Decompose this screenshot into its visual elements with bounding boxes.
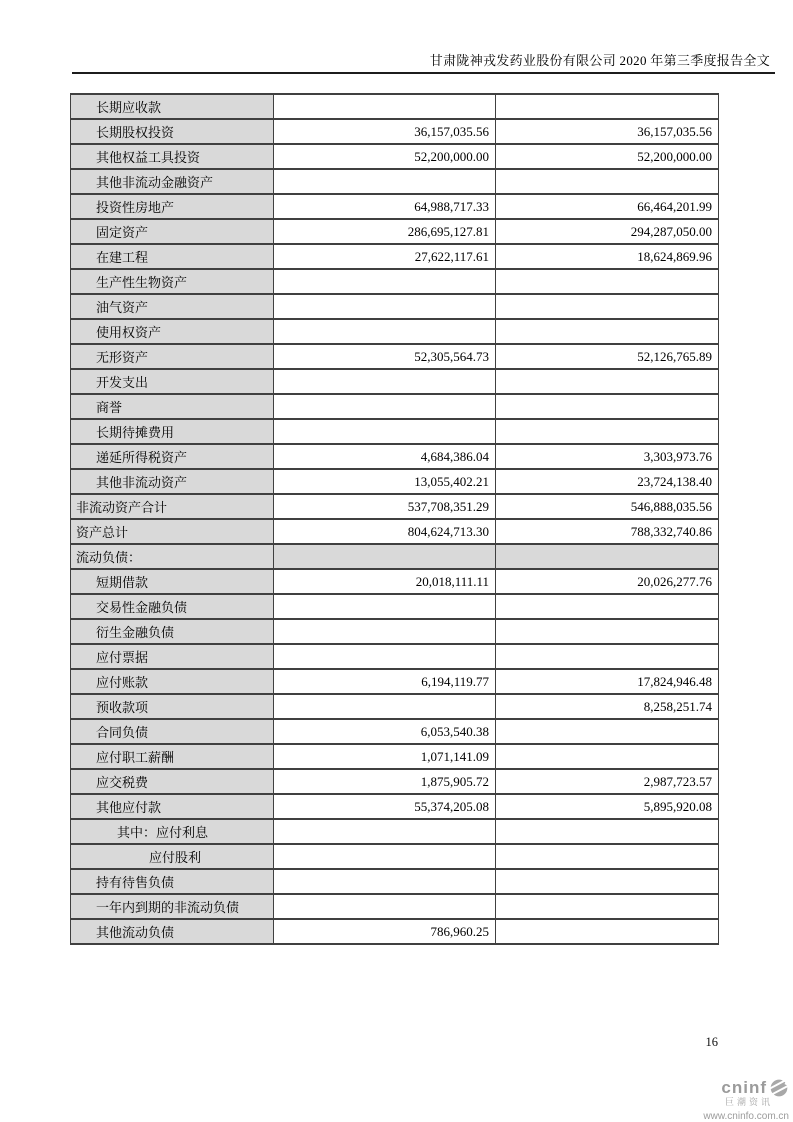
- row-value-prior-cell: 8,258,251.74: [496, 694, 719, 719]
- table-row: [71, 144, 719, 169]
- row-value-prior-cell: 294,287,050.00: [496, 219, 719, 244]
- row-label-cell: 商誉: [71, 394, 274, 419]
- row-label-cell: 应付股利: [71, 844, 274, 869]
- header-rule: [72, 72, 775, 74]
- row-value-current-cell: 6,194,119.77: [274, 669, 496, 694]
- row-value-current-cell: [274, 269, 496, 294]
- table-row: [71, 769, 719, 794]
- table-row: [71, 119, 719, 144]
- table-row: [71, 719, 719, 744]
- row-value-prior-cell: 52,200,000.00: [496, 144, 719, 169]
- table-row: [71, 94, 719, 119]
- row-label-cell: 持有待售负债: [71, 869, 274, 894]
- row-value-current-cell: 1,875,905.72: [274, 769, 496, 794]
- row-label-cell: 交易性金融负债: [71, 594, 274, 619]
- row-label-cell: 在建工程: [71, 244, 274, 269]
- row-value-prior-cell: 2,987,723.57: [496, 769, 719, 794]
- row-label-cell: 其他流动负债: [71, 919, 274, 944]
- row-label-cell: 应交税费: [71, 769, 274, 794]
- table-row: [71, 194, 719, 219]
- table-row: [71, 694, 719, 719]
- row-value-prior-cell: [496, 544, 719, 569]
- table-row: [71, 919, 719, 944]
- table-row: [71, 419, 719, 444]
- row-value-current-cell: 64,988,717.33: [274, 194, 496, 219]
- row-label-cell: 递延所得税资产: [71, 444, 274, 469]
- row-value-prior-cell: [496, 94, 719, 119]
- row-value-current-cell: 27,622,117.61: [274, 244, 496, 269]
- row-value-prior-cell: [496, 844, 719, 869]
- row-label-cell: 应付账款: [71, 669, 274, 694]
- row-label-cell: 流动负债：: [71, 544, 274, 569]
- row-value-prior-cell: 20,026,277.76: [496, 569, 719, 594]
- row-label-cell: 长期待摊费用: [71, 419, 274, 444]
- table-row: [71, 594, 719, 619]
- row-label-cell: 预收款项: [71, 694, 274, 719]
- row-value-current-cell: [274, 544, 496, 569]
- row-label-cell: 其他非流动金融资产: [71, 169, 274, 194]
- table-row: [71, 869, 719, 894]
- row-value-prior-cell: 18,624,869.96: [496, 244, 719, 269]
- row-value-current-cell: 804,624,713.30: [274, 519, 496, 544]
- row-value-current-cell: [274, 619, 496, 644]
- table-row: [71, 169, 719, 194]
- row-value-current-cell: 1,071,141.09: [274, 744, 496, 769]
- row-value-prior-cell: [496, 819, 719, 844]
- page-number: 16: [705, 1035, 718, 1049]
- table-row: [71, 344, 719, 369]
- row-label-cell: 资产总计: [71, 519, 274, 544]
- table-row: [71, 894, 719, 919]
- row-value-current-cell: [274, 94, 496, 119]
- row-label-cell: 油气资产: [71, 294, 274, 319]
- table-row: [71, 369, 719, 394]
- row-value-prior-cell: [496, 269, 719, 294]
- row-value-prior-cell: [496, 919, 719, 944]
- table-row: [71, 319, 719, 344]
- row-label-cell: 非流动资产合计: [71, 494, 274, 519]
- row-value-prior-cell: [496, 894, 719, 919]
- row-value-prior-cell: 546,888,035.56: [496, 494, 719, 519]
- table-row: [71, 844, 719, 869]
- table-row: [71, 619, 719, 644]
- row-value-prior-cell: 17,824,946.48: [496, 669, 719, 694]
- row-value-prior-cell: [496, 644, 719, 669]
- row-value-current-cell: [274, 169, 496, 194]
- balance-table-body: [71, 94, 719, 944]
- row-value-current-cell: [274, 869, 496, 894]
- cninfo-logo: [703, 1078, 789, 1122]
- row-value-prior-cell: [496, 369, 719, 394]
- row-value-current-cell: [274, 844, 496, 869]
- row-label-cell: 生产性生物资产: [71, 269, 274, 294]
- row-value-current-cell: 6,053,540.38: [274, 719, 496, 744]
- table-row: [71, 519, 719, 544]
- row-value-current-cell: 13,055,402.21: [274, 469, 496, 494]
- row-value-prior-cell: 66,464,201.99: [496, 194, 719, 219]
- row-value-current-cell: [274, 319, 496, 344]
- row-value-current-cell: 20,018,111.11: [274, 569, 496, 594]
- row-label-cell: 应付职工薪酬: [71, 744, 274, 769]
- row-value-current-cell: 786,960.25: [274, 919, 496, 944]
- row-value-current-cell: [274, 294, 496, 319]
- row-value-prior-cell: [496, 719, 719, 744]
- row-label-cell: 其他应付款: [71, 794, 274, 819]
- row-value-current-cell: 537,708,351.29: [274, 494, 496, 519]
- row-value-current-cell: 4,684,386.04: [274, 444, 496, 469]
- table-row: [71, 294, 719, 319]
- row-value-prior-cell: [496, 744, 719, 769]
- table-row: [71, 794, 719, 819]
- row-value-prior-cell: [496, 394, 719, 419]
- row-value-prior-cell: 788,332,740.86: [496, 519, 719, 544]
- table-row: [71, 544, 719, 569]
- row-value-prior-cell: 36,157,035.56: [496, 119, 719, 144]
- table-row: [71, 394, 719, 419]
- row-value-prior-cell: [496, 294, 719, 319]
- row-value-current-cell: 36,157,035.56: [274, 119, 496, 144]
- row-label-cell: 衍生金融负债: [71, 619, 274, 644]
- row-value-current-cell: [274, 694, 496, 719]
- row-value-current-cell: 286,695,127.81: [274, 219, 496, 244]
- row-value-current-cell: [274, 644, 496, 669]
- row-value-prior-cell: 23,724,138.40: [496, 469, 719, 494]
- row-value-prior-cell: [496, 169, 719, 194]
- row-value-prior-cell: 52,126,765.89: [496, 344, 719, 369]
- row-label-cell: 一年内到期的非流动负债: [71, 894, 274, 919]
- row-label-cell: 其他权益工具投资: [71, 144, 274, 169]
- table-row: [71, 444, 719, 469]
- row-value-prior-cell: [496, 619, 719, 644]
- row-value-current-cell: [274, 394, 496, 419]
- row-label-cell: 开发支出: [71, 369, 274, 394]
- table-row: [71, 669, 719, 694]
- row-value-prior-cell: [496, 419, 719, 444]
- row-value-current-cell: 52,305,564.73: [274, 344, 496, 369]
- table-row: [71, 219, 719, 244]
- table-row: [71, 244, 719, 269]
- row-label-cell: 短期借款: [71, 569, 274, 594]
- table-row: [71, 569, 719, 594]
- table-row: [71, 644, 719, 669]
- cninfo-url: www.cninfo.com.cn: [703, 1110, 789, 1122]
- balance-sheet-table: [70, 93, 719, 945]
- table-row: [71, 269, 719, 294]
- cninfo-logo-cn: 巨潮资讯: [724, 1098, 773, 1108]
- row-value-current-cell: 55,374,205.08: [274, 794, 496, 819]
- row-value-prior-cell: [496, 319, 719, 344]
- row-value-prior-cell: [496, 869, 719, 894]
- row-label-cell: 无形资产: [71, 344, 274, 369]
- row-value-current-cell: [274, 419, 496, 444]
- row-label-cell: 固定资产: [71, 219, 274, 244]
- row-label-cell: 其中：应付利息: [71, 819, 274, 844]
- row-label-cell: 应付票据: [71, 644, 274, 669]
- row-value-current-cell: [274, 894, 496, 919]
- row-label-cell: 其他非流动资产: [71, 469, 274, 494]
- cninfo-logo-icon: [769, 1078, 789, 1098]
- row-label-cell: 投资性房地产: [71, 194, 274, 219]
- table-row: [71, 744, 719, 769]
- row-label-cell: 长期股权投资: [71, 119, 274, 144]
- row-value-prior-cell: 3,303,973.76: [496, 444, 719, 469]
- row-value-prior-cell: 5,895,920.08: [496, 794, 719, 819]
- report-header-title: 甘肃陇神戎发药业股份有限公司 2020 年第三季度报告全文: [429, 53, 770, 68]
- row-label-cell: 使用权资产: [71, 319, 274, 344]
- table-row: [71, 494, 719, 519]
- cninfo-logo-text: cninf: [721, 1077, 767, 1097]
- row-label-cell: 长期应收款: [71, 94, 274, 119]
- row-label-cell: 合同负债: [71, 719, 274, 744]
- row-value-prior-cell: [496, 594, 719, 619]
- table-row: [71, 469, 719, 494]
- row-value-current-cell: [274, 594, 496, 619]
- row-value-current-cell: 52,200,000.00: [274, 144, 496, 169]
- row-value-current-cell: [274, 369, 496, 394]
- row-value-current-cell: [274, 819, 496, 844]
- table-row: [71, 819, 719, 844]
